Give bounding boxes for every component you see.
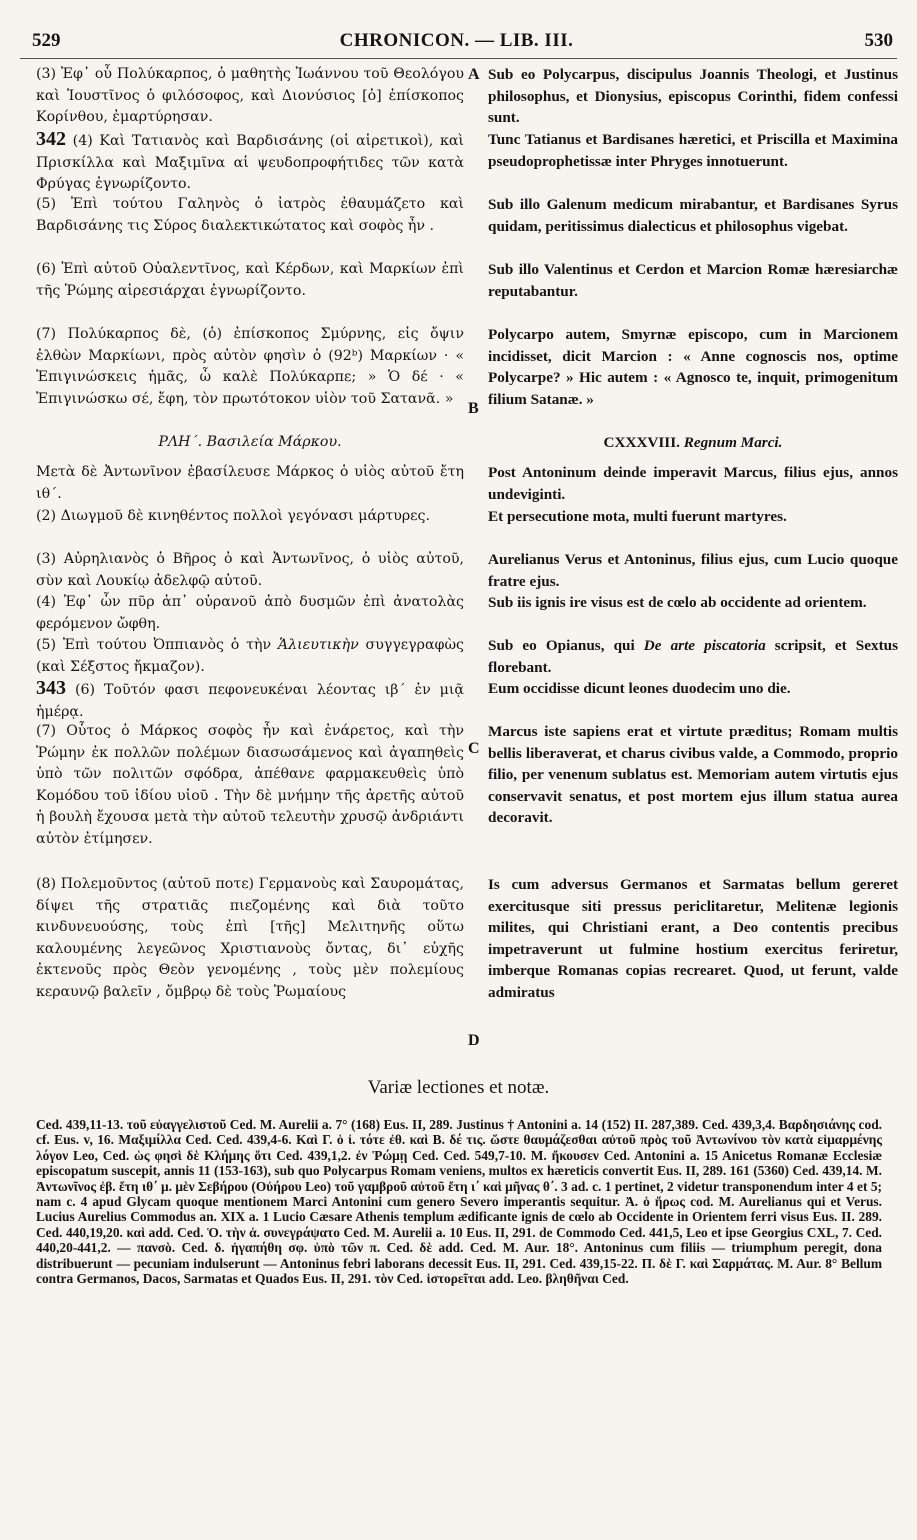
greek-paragraph: (4) Ἐφ᾿ ὧν πῦρ ἀπ᾿ οὐρανοῦ ἀπὸ δυσμῶν ἐπὶ ἀνατολὰς φερόμενον ὤφθη. bbox=[36, 594, 464, 632]
latin-paragraph: Polycarpo autem, Smyrnæ episcopo, cum in Marcionem incidisset, dicit Marcion : « Anne cognoscis nos, optime Polycarpe? » Hic autem : « Agnosco te, inquit, primogenitum filium Satanæ. » bbox=[488, 326, 898, 408]
right-page-number: 530 bbox=[864, 30, 893, 51]
latin-paragraph: Et persecutione mota, multi fuerunt martyres. bbox=[488, 508, 787, 525]
notes-body: Ced. 439,11-13. τοῦ εὐαγγελιστοῦ Ced. M. Aurelii a. 7° (168) Eus. II, 289. Justinus † Antonini a. 14 (152) II. 287,389. Ced. 439,3,4. Βαρδησιάνης cod. cf. Eus. v, 16. Μαξιμίλλα Ced. Ced. 439,4-6. Καὶ Γ. ὁ ἰ. τότε ἐθ. καὶ Β. δέ τις. ὥστε θαυμάζεσθαι αὐτοῦ πρὸς τοῦ Ἀντωνίνου τὸν κατὰ εἱμαρμένης λόγον Leo, Ced. ὡς φησὶ δὲ Κλήμης ὅτι Ced. 439,1,2. ἐν Ῥώμῃ Ced. Ced. 549,7-10. M. ἤκουσεν Ced. Antonini a. 15 Anicetus Romanæ Ecclesiæ episcopatum suscepit, annis 11 (153-163), sub quo Polycarpus Romam veniens, multos ex hæreticis convertit Eus. II, 289. 161 (5360) Ced. 439,14. M. Ἀντωνῖνος ἐβ. ἔτη ιθ΄ μ. μὲν Σεβήρου (Οὐήρου Leo) τοῦ γαμβροῦ αὐτοῦ ἔτη ι΄ καὶ μῆνας θ΄. 3 ad. c. 1 pertinet, 2 videtur transponendum inter 4 et 5; nam c. 4 apud Glycam quoque mentionem Marci Antonini cum genero Severo imperantis sequitur. Ἀ. ὁ ἥρως cod. M. Aurelianus qui et Verus. Lucius Aurelius Commodus an. XIX a. 1 Lucio Cæsare Athenis templum ædificante ignis de cœlo ab Occidente in Orientem ferri visus Eus. II. 289. Ced. 440,19,20. καὶ add. Ced. Ὁ. τὴν ἀ. συνεγράψατο Ced. M. Aurelii a. 10 Eus. II, 291. de Commodo Ced. 441,5, Leo et ipse Georgius CXL, 7. Ced. 440,20-441,2. — πανσὸ. Ced. δ. ἠγαπήθη σφ. ὑπὸ τῶν π. Ced. δὲ add. Ced. M. Aur. 18°. Antoninus cum filiis — triumphum peregit, dona distribuerunt — pecuniam indulserunt — Antoninus febri laborans decessit Eus. II, 291. Ced. 439,15-22. Π. δὲ Γ. καὶ Σαρμάτας. M. Aur. 8° Bellum contra Germanos, Dacos, Sarmatas et Quados Eus. II, 291. τὸν Ced. ἱστορεῖται add. Leo. βληθῆναι Ced. bbox=[36, 1117, 882, 1287]
latin-paragraph: Marcus iste sapiens erat et virtute præditus; Romam multis bellis liberaverat, et charus civibus valde, a Commodo, proprio filio, per venenum sublatus est. Memoriam autem virtutis ejus conservavit senatus, et post mortem ejus illum statua aurea decoravit. bbox=[488, 723, 898, 827]
greek-paragraph: (5) Ἐπὶ τούτου Ὀππιανὸς ὁ τὴν Ἁλιευτικὴν συγγεγραφὼς (καὶ Σέξστος ἤκμαζον). bbox=[36, 637, 464, 675]
latin-paragraph: Tunc Tatianus et Bardisanes hæretici, et Priscilla et Maximina pseudoprophetissæ inter Phryges innotuerunt. bbox=[488, 131, 898, 170]
latin-section-heading: CXXXVIII. Regnum Marci. bbox=[603, 434, 783, 451]
header-rule bbox=[20, 58, 897, 59]
latin-paragraph: Eum occidisse dicunt leones duodecim uno die. bbox=[488, 680, 791, 697]
page-header bbox=[20, 30, 893, 58]
left-page-number: 529 bbox=[32, 30, 61, 51]
greek-paragraph: (3) Ἐφ᾿ οὗ Πολύκαρπος, ὁ μαθητὴς Ἰωάννου τοῦ Θεολόγου καὶ Ἰουστῖνος ὁ φιλόσοφος, καὶ Διονύσιος [ὁ] ἐπίσκοπος Κορίνθου, ἐμαρτύρησαν. bbox=[36, 66, 464, 126]
running-title: CHRONICON. — LIB. III. bbox=[339, 30, 574, 51]
greek-paragraph: (6) Ἐπὶ αὐτοῦ Οὐαλεντῖνος, καὶ Κέρδων, καὶ Μαρκίων ἐπὶ τῆς Ῥώμης αἱρεσιάρχαι ἐγνωρίζοντο. bbox=[36, 261, 464, 299]
greek-paragraph: (5) Ἐπὶ τούτου Γαληνὸς ὁ ἰατρὸς ἐθαυμάζετο καὶ Βαρδισάνης τις Σύρος διαλεκτικώτατος καὶ σοφὸς ἦν . bbox=[36, 196, 464, 234]
latin-column bbox=[488, 64, 898, 1004]
greek-paragraph: 342 (4) Καὶ Τατιανὸς καὶ Βαρδισάνης (οἱ αἱρετικοὶ), καὶ Πρισκίλλα καὶ Μαξιμῖνα αἱ ψευδοπροφήτιδες τῶν κατὰ Φρύγας ἐγνωρίζοντο. bbox=[36, 128, 464, 193]
latin-paragraph: Sub iis ignis ire visus est de cœlo ab occidente ad orientem. bbox=[488, 594, 867, 611]
greek-paragraph: Μετὰ δὲ Ἀντωνῖνον ἐβασίλευσε Μάρκος ὁ υἱὸς αὐτοῦ ἔτη ιθ΄. bbox=[36, 464, 464, 502]
latin-paragraph: Is cum adversus Germanos et Sarmatas bellum gereret exercitusque siti pressus periclitaretur, Melitenæ legionis milites, qui Christiani erant, a Deo contentis precibus impetraverunt ut fulmine hostium exercitus feriretur, imberque Romanas copias recrearet. Quod, ut ferunt, valde admiratus bbox=[488, 876, 898, 1001]
greek-column bbox=[36, 64, 464, 1004]
margin-letter-a: A bbox=[468, 66, 480, 83]
latin-paragraph: Post Antoninum deinde imperavit Marcus, filius ejus, annos undeviginti. bbox=[488, 464, 898, 503]
greek-section-heading: ΡΛΗ΄. Βασιλεία Μάρκου. bbox=[158, 434, 342, 450]
greek-paragraph: 343 (6) Τοῦτόν φασι πεφονευκέναι λέοντας ιβ΄ ἐν μιᾷ ἡμέρᾳ. bbox=[36, 677, 465, 720]
section-number: 342 bbox=[36, 128, 66, 150]
greek-paragraph: (7) Πολύκαρπος δὲ, (ὁ) ἐπίσκοπος Σμύρνης, εἰς ὄψιν ἐλθὼν Μαρκίωνι, πρὸς αὐτὸν φησὶν ὁ (92ᵇ) Μαρκίων · « Ἐπιγινώσκεις ἡμᾶς, ὦ καλὲ Πολύκαρπε; » Ὁ δέ · « Ἐπιγινώσκω σέ, ἔφη, τὸν πρωτότοκον υἱὸν τοῦ Σατανᾶ. » bbox=[36, 326, 464, 407]
latin-paragraph: Sub eo Polycarpus, discipulus Joannis Theologi, et Justinus philosophus, et Dionysius, episcopus Corinthi, fidem confessi sunt. bbox=[488, 66, 898, 127]
latin-paragraph: Aurelianus Verus et Antoninus, filius ejus, cum Lucio quoque fratre ejus. bbox=[488, 551, 898, 590]
margin-letter-b: B bbox=[468, 400, 479, 417]
greek-paragraph: (7) Οὗτος ὁ Μάρκος σοφὸς ἦν καὶ ἐνάρετος, καὶ τὴν Ῥώμην ἐκ πολλῶν πολέμων διασωσάμενος καὶ ἀγαπηθεὶς ὑπὸ τῶν πολιτῶν σφόδρα, ἀπέθανε φαρμακευθεὶς ὑπὸ Κομόδου τοῦ ἰδίου υἱοῦ . Τὴν δὲ μνήμην τῆς ἀρετῆς αὐτοῦ ἡ βουλὴ ἔχουσα μετὰ τὴν αὐτοῦ τελευτὴν χρυσῷ ἀνδριάντι αὐτὸν ἐτίμησεν. bbox=[36, 723, 464, 847]
greek-paragraph: (2) Διωγμοῦ δὲ κινηθέντος πολλοὶ γεγόνασι μάρτυρες. bbox=[36, 508, 430, 524]
margin-letter-c: C bbox=[468, 740, 480, 757]
latin-paragraph: Sub illo Valentinus et Cerdon et Marcion Romæ hæresiarchæ reputabantur. bbox=[488, 261, 898, 300]
latin-paragraph: Sub eo Opianus, qui De arte piscatoria scripsit, et Sextus florebant. bbox=[488, 637, 898, 676]
greek-paragraph: (3) Αὐρηλιανὸς ὁ Βῆρος ὁ καὶ Ἀντωνῖνος, ὁ υἱὸς αὐτοῦ, σὺν καὶ Λουκίῳ ἀδελφῷ αὐτοῦ. bbox=[36, 551, 464, 589]
margin-letter-d: D bbox=[468, 1032, 480, 1049]
latin-paragraph: Sub illo Galenum medicum mirabantur, et Bardisanes Syrus quidam, peritissimus dialecticus et philosophus vigebat. bbox=[488, 196, 898, 235]
greek-paragraph: (8) Πολεμοῦντος (αὐτοῦ ποτε) Γερμανοὺς καὶ Σαυρομάτας, δίψει τῆς στρατιᾶς πιεζομένης καὶ διὰ τοῦτο κινδυνευούσης, τοὺς ἐπὶ [τῆς] Μελιτηνῆς οὕτω καλουμένης λεγεῶνος Χριστιανοὺς ὄντας, δι᾿ εὐχῆς ἐκτενοῦς πρὸς Θεὸν γενομένης , τοὺς μὲν πολεμίους κεραυνῷ βαλεῖν , ὄμβρῳ δὲ τοὺς Ῥωμαίους bbox=[36, 876, 464, 1000]
section-number: 343 bbox=[36, 677, 66, 699]
notes-title: Variæ lectiones et notæ. bbox=[367, 1077, 550, 1098]
